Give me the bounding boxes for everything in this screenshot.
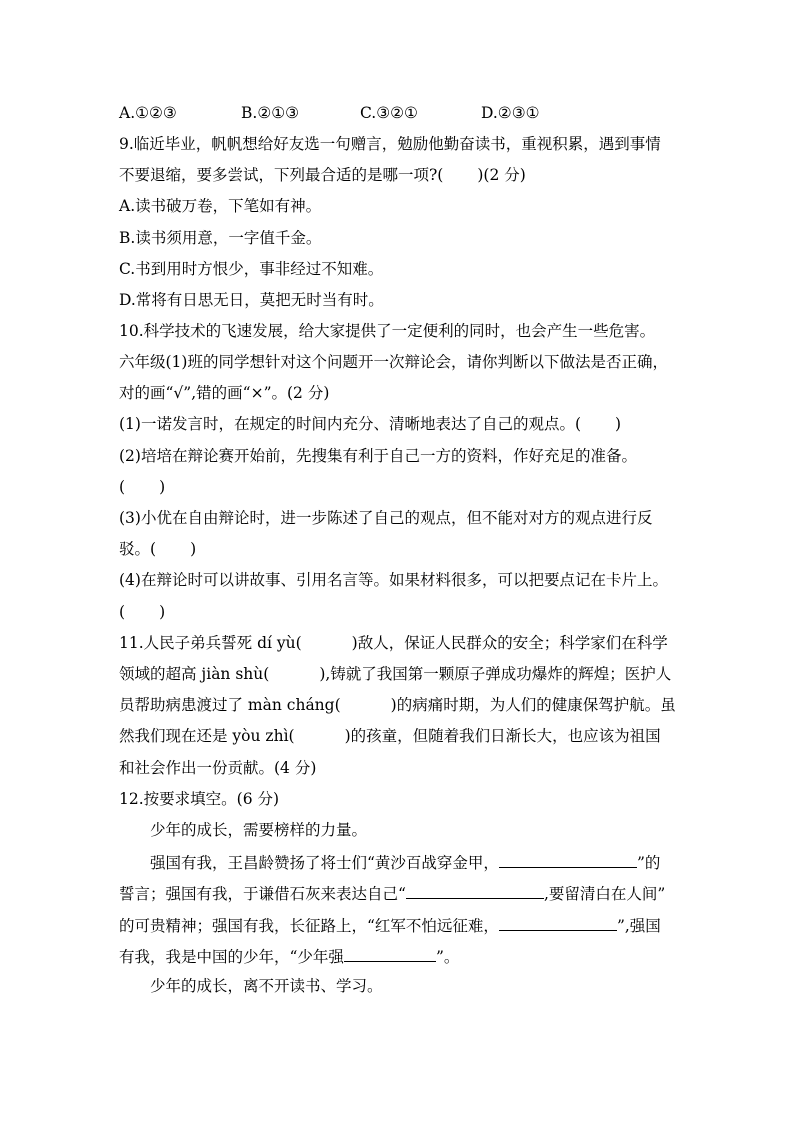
q10-item2-close: ) [159, 478, 166, 496]
q11-line1 [119, 633, 679, 653]
q8-option-b[interactable]: B.②①③ [241, 104, 300, 122]
q11-line2 [119, 664, 679, 684]
q12-line5-rest: ”。 [435, 948, 460, 966]
q9-option-d[interactable]: D.常将有日思无日，莫把无时当有时。 [119, 291, 384, 309]
q11-line3 [119, 695, 679, 715]
q12-blank-1[interactable] [499, 851, 637, 868]
q11-line2-text: 领域的超高 jiàn shù( [119, 665, 270, 683]
q12-line5-text: 有我，我是中国的少年，“少年强 [119, 948, 344, 966]
q8-option-a[interactable]: A.①②③ [119, 104, 177, 122]
q12-para1: 少年的成长，需要榜样的力量。 [150, 821, 368, 839]
q12-line2-text: 强国有我，王昌龄赞扬了将士们“黄沙百战穿金甲， [150, 854, 499, 872]
q9-option-c[interactable]: C.书到用时方恨少，事非经过不知难。 [119, 260, 384, 278]
q11-line1-rest: )敌人，保证人民群众的安全；科学家们在科学 [351, 634, 668, 652]
q8-option-d[interactable]: D.②③① [481, 104, 540, 122]
q11-line4-rest: )的孩童，但随着我们日渐长大，也应该为祖国 [344, 727, 661, 745]
q10-item1-text: (1)一诺发言时，在规定的时间内充分、清晰地表达了自己的观点。( [119, 415, 582, 433]
q10-stem-line3: 对的画“√”,错的画“×”。(2 分) [119, 384, 330, 402]
q12-line2 [150, 851, 710, 873]
q11-line2-rest: ),铸就了我国第一颗原子弹成功爆炸的辉煌；医护人 [319, 665, 672, 683]
q10-item2: (2)培培在辩论赛开始前，先搜集有利于自己一方的资料，作好充足的准备。 [119, 447, 637, 465]
q10-item3-close: ) [190, 540, 197, 558]
q9-stem-line2-text: 不要退缩，要多尝试，下列最合适的是哪一项?( [119, 166, 444, 184]
q12-line4-rest: ”,强国 [616, 917, 661, 935]
q12-line3-rest: ,要留清白在人间” [543, 885, 666, 903]
q9-stem-line1: 9.临近毕业，帆帆想给好友选一句赠言，勉励他勤奋读书，重视积累，遇到事情 [119, 135, 661, 153]
q10-item4-close: ) [159, 603, 166, 621]
q10-stem-line2: 六年级(1)班的同学想针对这个问题开一次辩论会，请你判断以下做法是否正确， [119, 353, 668, 371]
q12-line3 [119, 882, 679, 904]
q12-line2-rest: ”的 [636, 854, 661, 872]
q10-item4-paren [119, 602, 679, 622]
q12-title: 12.按要求填空。(6 分) [119, 790, 280, 808]
q9-option-a[interactable]: A.读书破万卷，下笔如有神。 [119, 197, 322, 215]
q12-line4-text: 的可贵精神；强国有我，长征路上，“红军不怕远征难， [119, 917, 499, 935]
q11-line4-text: 然我们现在还是 yòu zhì( [119, 727, 295, 745]
q12-blank-4[interactable] [344, 945, 436, 962]
q9-score: )(2 分) [477, 166, 526, 184]
q11-line1-text: 11.人民子弟兵誓死 dí yù( [119, 634, 302, 652]
q10-item1 [119, 414, 679, 434]
q10-item3-line1: (3)小优在自由辩论时，进一步陈述了自己的观点，但不能对对方的观点进行反 [119, 509, 653, 527]
q12-blank-2[interactable] [406, 882, 544, 899]
q10-item4-open: ( [119, 603, 126, 621]
q11-line4 [119, 726, 679, 746]
q10-item2-paren [119, 477, 679, 497]
q10-stem-line1: 10.科学技术的飞速发展，给大家提供了一定便利的同时，也会产生一些危害。 [119, 322, 656, 340]
q12-para2: 少年的成长，离不开读书、学习。 [150, 977, 383, 995]
q12-blank-3[interactable] [499, 914, 617, 931]
q12-line3-text: 誓言；强国有我，于谦借石灰来表达自己“ [119, 885, 406, 903]
q12-line5 [119, 945, 679, 967]
q9-option-b[interactable]: B.读书须用意，一字值千金。 [119, 229, 322, 247]
q10-item4: (4)在辩论时可以讲故事、引用名言等。如果材料很多，可以把要点记在卡片上。 [119, 571, 668, 589]
q8-option-c[interactable]: C.③②① [360, 104, 418, 122]
q9-stem-line2 [119, 165, 679, 185]
q10-item1-close: ) [615, 415, 622, 433]
q10-item2-open: ( [119, 478, 126, 496]
q11-line3-text: 员帮助病患渡过了 màn cháng( [119, 696, 341, 714]
q10-item3-text: 驳。( [119, 540, 157, 558]
q10-item3-line2 [119, 539, 679, 559]
q11-line5: 和社会作出一份贡献。(4 分) [119, 759, 317, 777]
q12-line4 [119, 914, 679, 936]
q11-line3-rest: )的病痛时期，为人们的健康保驾护航。虽 [390, 696, 676, 714]
